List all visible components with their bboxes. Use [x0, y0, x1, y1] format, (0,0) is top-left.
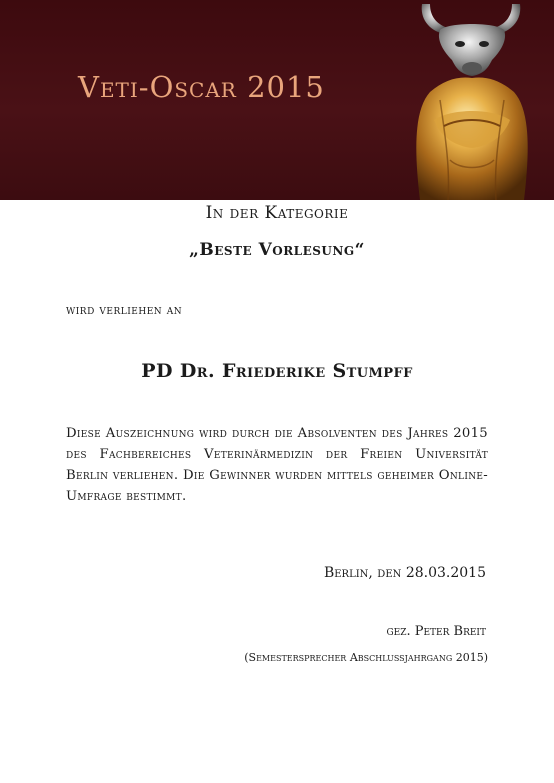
place-and-date: Berlin, den 28.03.2015	[323, 565, 486, 581]
signer-role: (Semestersprecher Abschlussjahrgang 2015)	[244, 651, 488, 664]
category-intro: In der Kategorie	[205, 203, 349, 223]
header-banner	[0, 0, 554, 200]
golden-bull-trophy-icon	[400, 0, 554, 200]
award-title: Veti-Oscar 2015	[78, 70, 325, 104]
award-description: Diese Auszeichnung wird durch die Absolventen des Jahres 2015 des Fachbereiches Veterinärmedizin der Freien Universität Berlin verliehen. Die Gewinner wurden mittels geheimer Online-Umfrage bestimmt.	[66, 426, 488, 504]
awarded-to-label: wird verliehen an	[66, 303, 183, 318]
signature: gez. Peter Breit	[386, 624, 486, 639]
category-name: „Beste Vorlesung“	[189, 240, 365, 260]
recipient-name: PD Dr. Friederike Stumpff	[141, 360, 413, 382]
